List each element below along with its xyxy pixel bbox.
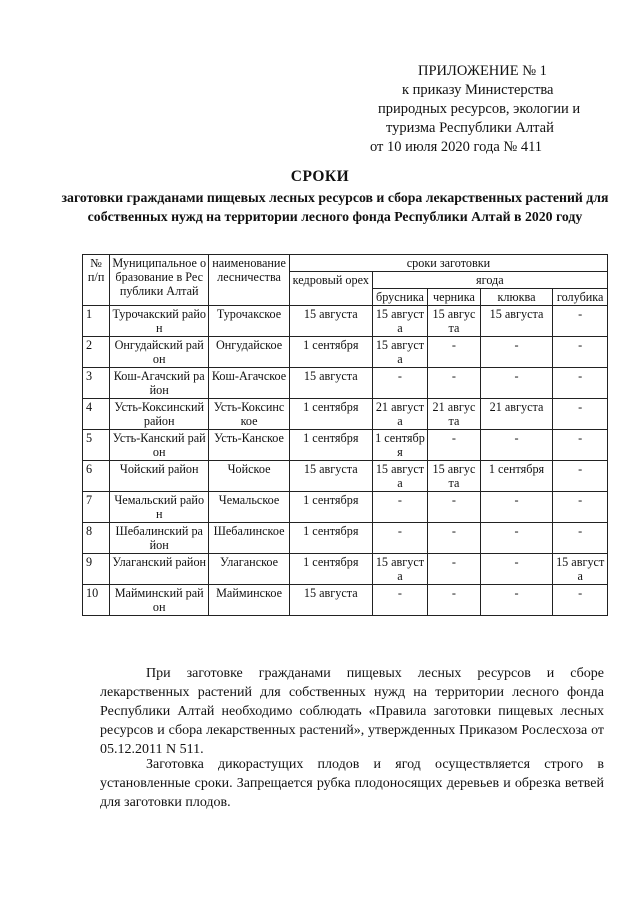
cell-cowberry: - bbox=[372, 585, 428, 616]
cell-cranberry: - bbox=[480, 523, 553, 554]
cell-cranberry: - bbox=[480, 492, 553, 523]
header-terms: сроки заготовки bbox=[289, 255, 607, 272]
cell-bilberry: 15 августа bbox=[553, 554, 608, 585]
table-row bbox=[83, 523, 608, 554]
cell-blueberry: - bbox=[428, 368, 480, 399]
cell-cowberry: 15 августа bbox=[372, 306, 428, 337]
cell-municipality: Усть-Коксинский район bbox=[110, 399, 209, 430]
cell-cedar: 1 сентября bbox=[289, 399, 372, 430]
appendix-order-line: к приказу Министерства bbox=[402, 82, 554, 98]
cell-forestry: Шебалинское bbox=[209, 523, 290, 554]
appendix-header bbox=[340, 62, 600, 157]
table-row bbox=[83, 399, 608, 430]
header-berries: ягода bbox=[372, 272, 607, 289]
document-subtitle: заготовки гражданами пищевых лесных ресурсов и сбора лекарственных растений для собственных нужд на территории лесного фонда Республики Алтай в 2020 году bbox=[61, 190, 609, 224]
table-row bbox=[83, 554, 608, 585]
table-row bbox=[83, 461, 608, 492]
cell-cedar: 15 августа bbox=[289, 306, 372, 337]
cell-num: 8 bbox=[83, 523, 110, 554]
cell-cowberry: 15 августа bbox=[372, 461, 428, 492]
cell-cowberry: 15 августа bbox=[372, 554, 428, 585]
cell-cedar: 1 сентября bbox=[289, 554, 372, 585]
cell-cowberry: - bbox=[372, 523, 428, 554]
cell-forestry: Турочакское bbox=[209, 306, 290, 337]
cell-bilberry: - bbox=[553, 523, 608, 554]
cell-municipality: Усть-Канский район bbox=[110, 430, 209, 461]
header-num: № п/п bbox=[83, 255, 110, 306]
cell-cranberry: 21 августа bbox=[480, 399, 553, 430]
cell-bilberry: - bbox=[553, 306, 608, 337]
cell-municipality: Онгудайский район bbox=[110, 337, 209, 368]
cell-blueberry: 15 августа bbox=[428, 306, 480, 337]
cell-municipality: Турочакский район bbox=[110, 306, 209, 337]
table-body bbox=[83, 306, 608, 616]
paragraph-restrictions: Заготовка дикорастущих плодов и ягод осуществляется строго в установленные сроки. Запрещается рубка плодоносящих деревьев и обрезка ветвей для заготовки плодов. bbox=[100, 757, 604, 810]
cell-municipality: Чемальский район bbox=[110, 492, 209, 523]
cell-cedar: 15 августа bbox=[289, 461, 372, 492]
table-row bbox=[83, 306, 608, 337]
cell-num: 6 bbox=[83, 461, 110, 492]
cell-bilberry: - bbox=[553, 461, 608, 492]
cell-municipality: Шебалинский район bbox=[110, 523, 209, 554]
cell-num: 5 bbox=[83, 430, 110, 461]
appendix-ministry-line: природных ресурсов, экологии и bbox=[378, 101, 581, 117]
cell-cranberry: - bbox=[480, 585, 553, 616]
cell-cowberry: 15 августа bbox=[372, 337, 428, 368]
header-forestry: наименование лесничества bbox=[209, 255, 290, 306]
header-bilberry: голубика bbox=[553, 289, 608, 306]
cell-cranberry: 15 августа bbox=[480, 306, 553, 337]
cell-num: 2 bbox=[83, 337, 110, 368]
cell-forestry: Чойское bbox=[209, 461, 290, 492]
cell-num: 10 bbox=[83, 585, 110, 616]
cell-bilberry: - bbox=[553, 492, 608, 523]
harvest-schedule-table bbox=[82, 254, 608, 616]
cell-cedar: 1 сентября bbox=[289, 337, 372, 368]
cell-cranberry: - bbox=[480, 554, 553, 585]
cell-num: 7 bbox=[83, 492, 110, 523]
cell-num: 3 bbox=[83, 368, 110, 399]
cell-cowberry: 21 августа bbox=[372, 399, 428, 430]
table-header-row bbox=[83, 255, 608, 272]
cell-cranberry: 1 сентября bbox=[480, 461, 553, 492]
cell-cedar: 15 августа bbox=[289, 585, 372, 616]
cell-bilberry: - bbox=[553, 337, 608, 368]
header-cranberry: клюква bbox=[480, 289, 553, 306]
cell-blueberry: - bbox=[428, 585, 480, 616]
table-row bbox=[83, 585, 608, 616]
cell-bilberry: - bbox=[553, 368, 608, 399]
cell-num: 9 bbox=[83, 554, 110, 585]
cell-blueberry: - bbox=[428, 523, 480, 554]
cell-blueberry: - bbox=[428, 337, 480, 368]
cell-blueberry: - bbox=[428, 492, 480, 523]
cell-forestry: Онгудайское bbox=[209, 337, 290, 368]
header-cedar: кедровый орех bbox=[289, 272, 372, 306]
cell-num: 4 bbox=[83, 399, 110, 430]
cell-cranberry: - bbox=[480, 368, 553, 399]
cell-cedar: 1 сентября bbox=[289, 492, 372, 523]
cell-blueberry: 21 августа bbox=[428, 399, 480, 430]
header-blueberry: черника bbox=[428, 289, 480, 306]
cell-cedar: 15 августа bbox=[289, 368, 372, 399]
table-row bbox=[83, 337, 608, 368]
cell-cowberry: - bbox=[372, 368, 428, 399]
cell-bilberry: - bbox=[553, 585, 608, 616]
cell-municipality: Кош-Агачский район bbox=[110, 368, 209, 399]
cell-num: 1 bbox=[83, 306, 110, 337]
document-title: СРОКИ bbox=[290, 168, 350, 185]
cell-bilberry: - bbox=[553, 399, 608, 430]
cell-cedar: 1 сентября bbox=[289, 430, 372, 461]
cell-municipality: Майминский район bbox=[110, 585, 209, 616]
cell-forestry: Кош-Агачское bbox=[209, 368, 290, 399]
cell-blueberry: - bbox=[428, 430, 480, 461]
cell-cowberry: - bbox=[372, 492, 428, 523]
table-row bbox=[83, 368, 608, 399]
cell-blueberry: - bbox=[428, 554, 480, 585]
header-municipality: Муниципальное образование в Республики Алтай bbox=[110, 255, 209, 306]
cell-cranberry: - bbox=[480, 430, 553, 461]
appendix-number: ПРИЛОЖЕНИЕ № 1 bbox=[418, 63, 547, 79]
header-cowberry: брусника bbox=[372, 289, 428, 306]
appendix-date-line: от 10 июля 2020 года № 411 bbox=[370, 139, 543, 155]
cell-bilberry: - bbox=[553, 430, 608, 461]
cell-forestry: Усть-Канское bbox=[209, 430, 290, 461]
table-row bbox=[83, 492, 608, 523]
cell-cedar: 1 сентября bbox=[289, 523, 372, 554]
cell-cranberry: - bbox=[480, 337, 553, 368]
cell-forestry: Улаганское bbox=[209, 554, 290, 585]
cell-forestry: Усть-Коксинское bbox=[209, 399, 290, 430]
appendix-region-line: туризма Республики Алтай bbox=[386, 120, 554, 136]
cell-cowberry: 1 сентября bbox=[372, 430, 428, 461]
cell-municipality: Улаганский район bbox=[110, 554, 209, 585]
cell-forestry: Майминское bbox=[209, 585, 290, 616]
paragraph-rules: При заготовке гражданами пищевых лесных ресурсов и сборе лекарственных растений для собственных нужд на территории лесного фонда Республики Алтай необходимо соблюдать «Правила заготовки пищевых лесных ресурсов и сбора лекарственных растений», утвержденных Приказом Рослесхоза от 05.12.2011 N 511. bbox=[100, 666, 604, 757]
table-row bbox=[83, 430, 608, 461]
cell-blueberry: 15 августа bbox=[428, 461, 480, 492]
cell-municipality: Чойский район bbox=[110, 461, 209, 492]
cell-forestry: Чемальское bbox=[209, 492, 290, 523]
